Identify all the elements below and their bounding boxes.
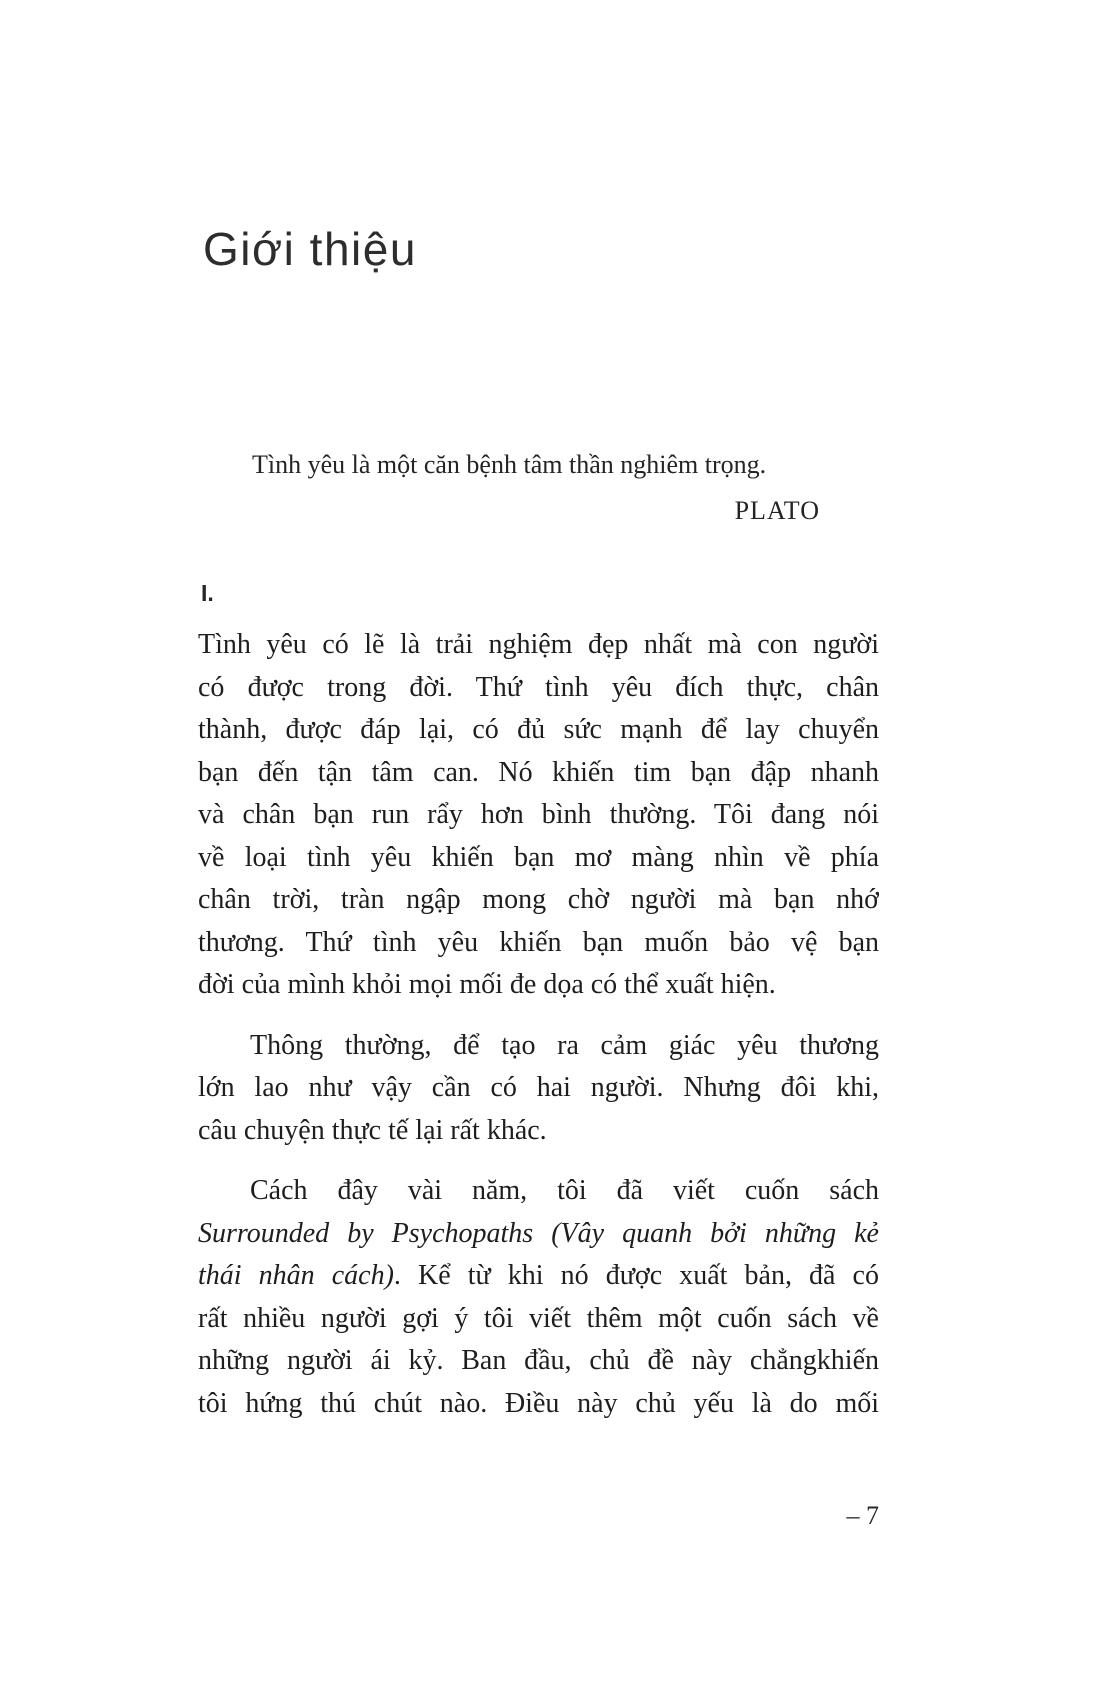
body-text: câu chuyện thực tế lại rất khác. — [198, 1114, 547, 1146]
body-text: tôi hứng thú chút nào. Điều này chủ yếu là do mối — [198, 1387, 879, 1419]
paragraph — [198, 1025, 879, 1153]
body-line — [198, 964, 879, 1007]
body-line — [198, 1255, 879, 1298]
body-text: Thông thường, để tạo ra cảm giác yêu thương — [250, 1029, 879, 1061]
body-text: đời của mình khỏi mọi mối đe dọa có thể xuất hiện. — [198, 969, 776, 1000]
body-line — [198, 709, 879, 752]
body-paragraphs — [198, 624, 879, 1425]
body-line — [198, 1067, 879, 1110]
body-text: chân trời, tràn ngập mong chờ người mà bạn nhớ — [198, 884, 879, 915]
body-line — [198, 922, 879, 965]
page-number: – 7 — [846, 1501, 879, 1530]
body-text: về loại tình yêu khiến bạn mơ màng nhìn về phía — [198, 841, 879, 873]
paragraph — [198, 1170, 879, 1425]
body-text: và chân bạn run rẩy hơn bình thường. Tôi đang nói — [198, 799, 879, 830]
body-text: thương. Thứ tình yêu khiến bạn muốn bảo vệ bạn — [198, 926, 879, 958]
body-line — [198, 1383, 879, 1426]
italic-text: Surrounded by Psychopaths (Vây quanh bởi những kẻ — [198, 1217, 879, 1249]
body-text: lớn lao như vậy cần có hai người. Nhưng đôi khi, — [198, 1072, 879, 1103]
body-line — [198, 837, 879, 880]
body-line — [198, 1298, 879, 1341]
body-line — [198, 1025, 879, 1068]
body-text: Tình yêu có lẽ là trải nghiệm đẹp nhất mà con người — [198, 629, 879, 660]
body-text: . Kể từ khi nó được xuất bản, đã có — [393, 1260, 879, 1291]
body-text: bạn đến tận tâm can. Nó khiến tim bạn đập nhanh — [198, 756, 879, 788]
body-text: thành, được đáp lại, có đủ sức mạnh để lay chuyển — [198, 714, 879, 745]
body-text: có được trong đời. Thứ tình yêu đích thực, chân — [198, 671, 879, 703]
body-line — [198, 794, 879, 837]
body-line — [198, 1110, 879, 1153]
body-line — [198, 1213, 879, 1256]
epigraph-attribution: PLATO — [734, 496, 820, 525]
body-line — [198, 752, 879, 795]
body-text: những người ái kỷ. Ban đầu, chủ đề này chẳngkhiến — [198, 1345, 879, 1376]
body-line — [198, 667, 879, 710]
paragraph — [198, 624, 879, 1007]
body-line — [198, 624, 879, 667]
epigraph-quote: Tình yêu là một căn bệnh tâm thần nghiêm trọng. — [252, 450, 767, 479]
section-marker: I. — [201, 580, 214, 606]
chapter-title: Giới thiệu — [203, 223, 417, 275]
body-line — [198, 1340, 879, 1383]
body-line — [198, 879, 879, 922]
italic-text: thái nhân cách) — [198, 1260, 394, 1291]
body-text: Cách đây vài năm, tôi đã viết cuốn sách — [250, 1175, 879, 1206]
body-text: rất nhiều người gợi ý tôi viết thêm một cuốn sách về — [198, 1302, 879, 1334]
body-line — [198, 1170, 879, 1213]
